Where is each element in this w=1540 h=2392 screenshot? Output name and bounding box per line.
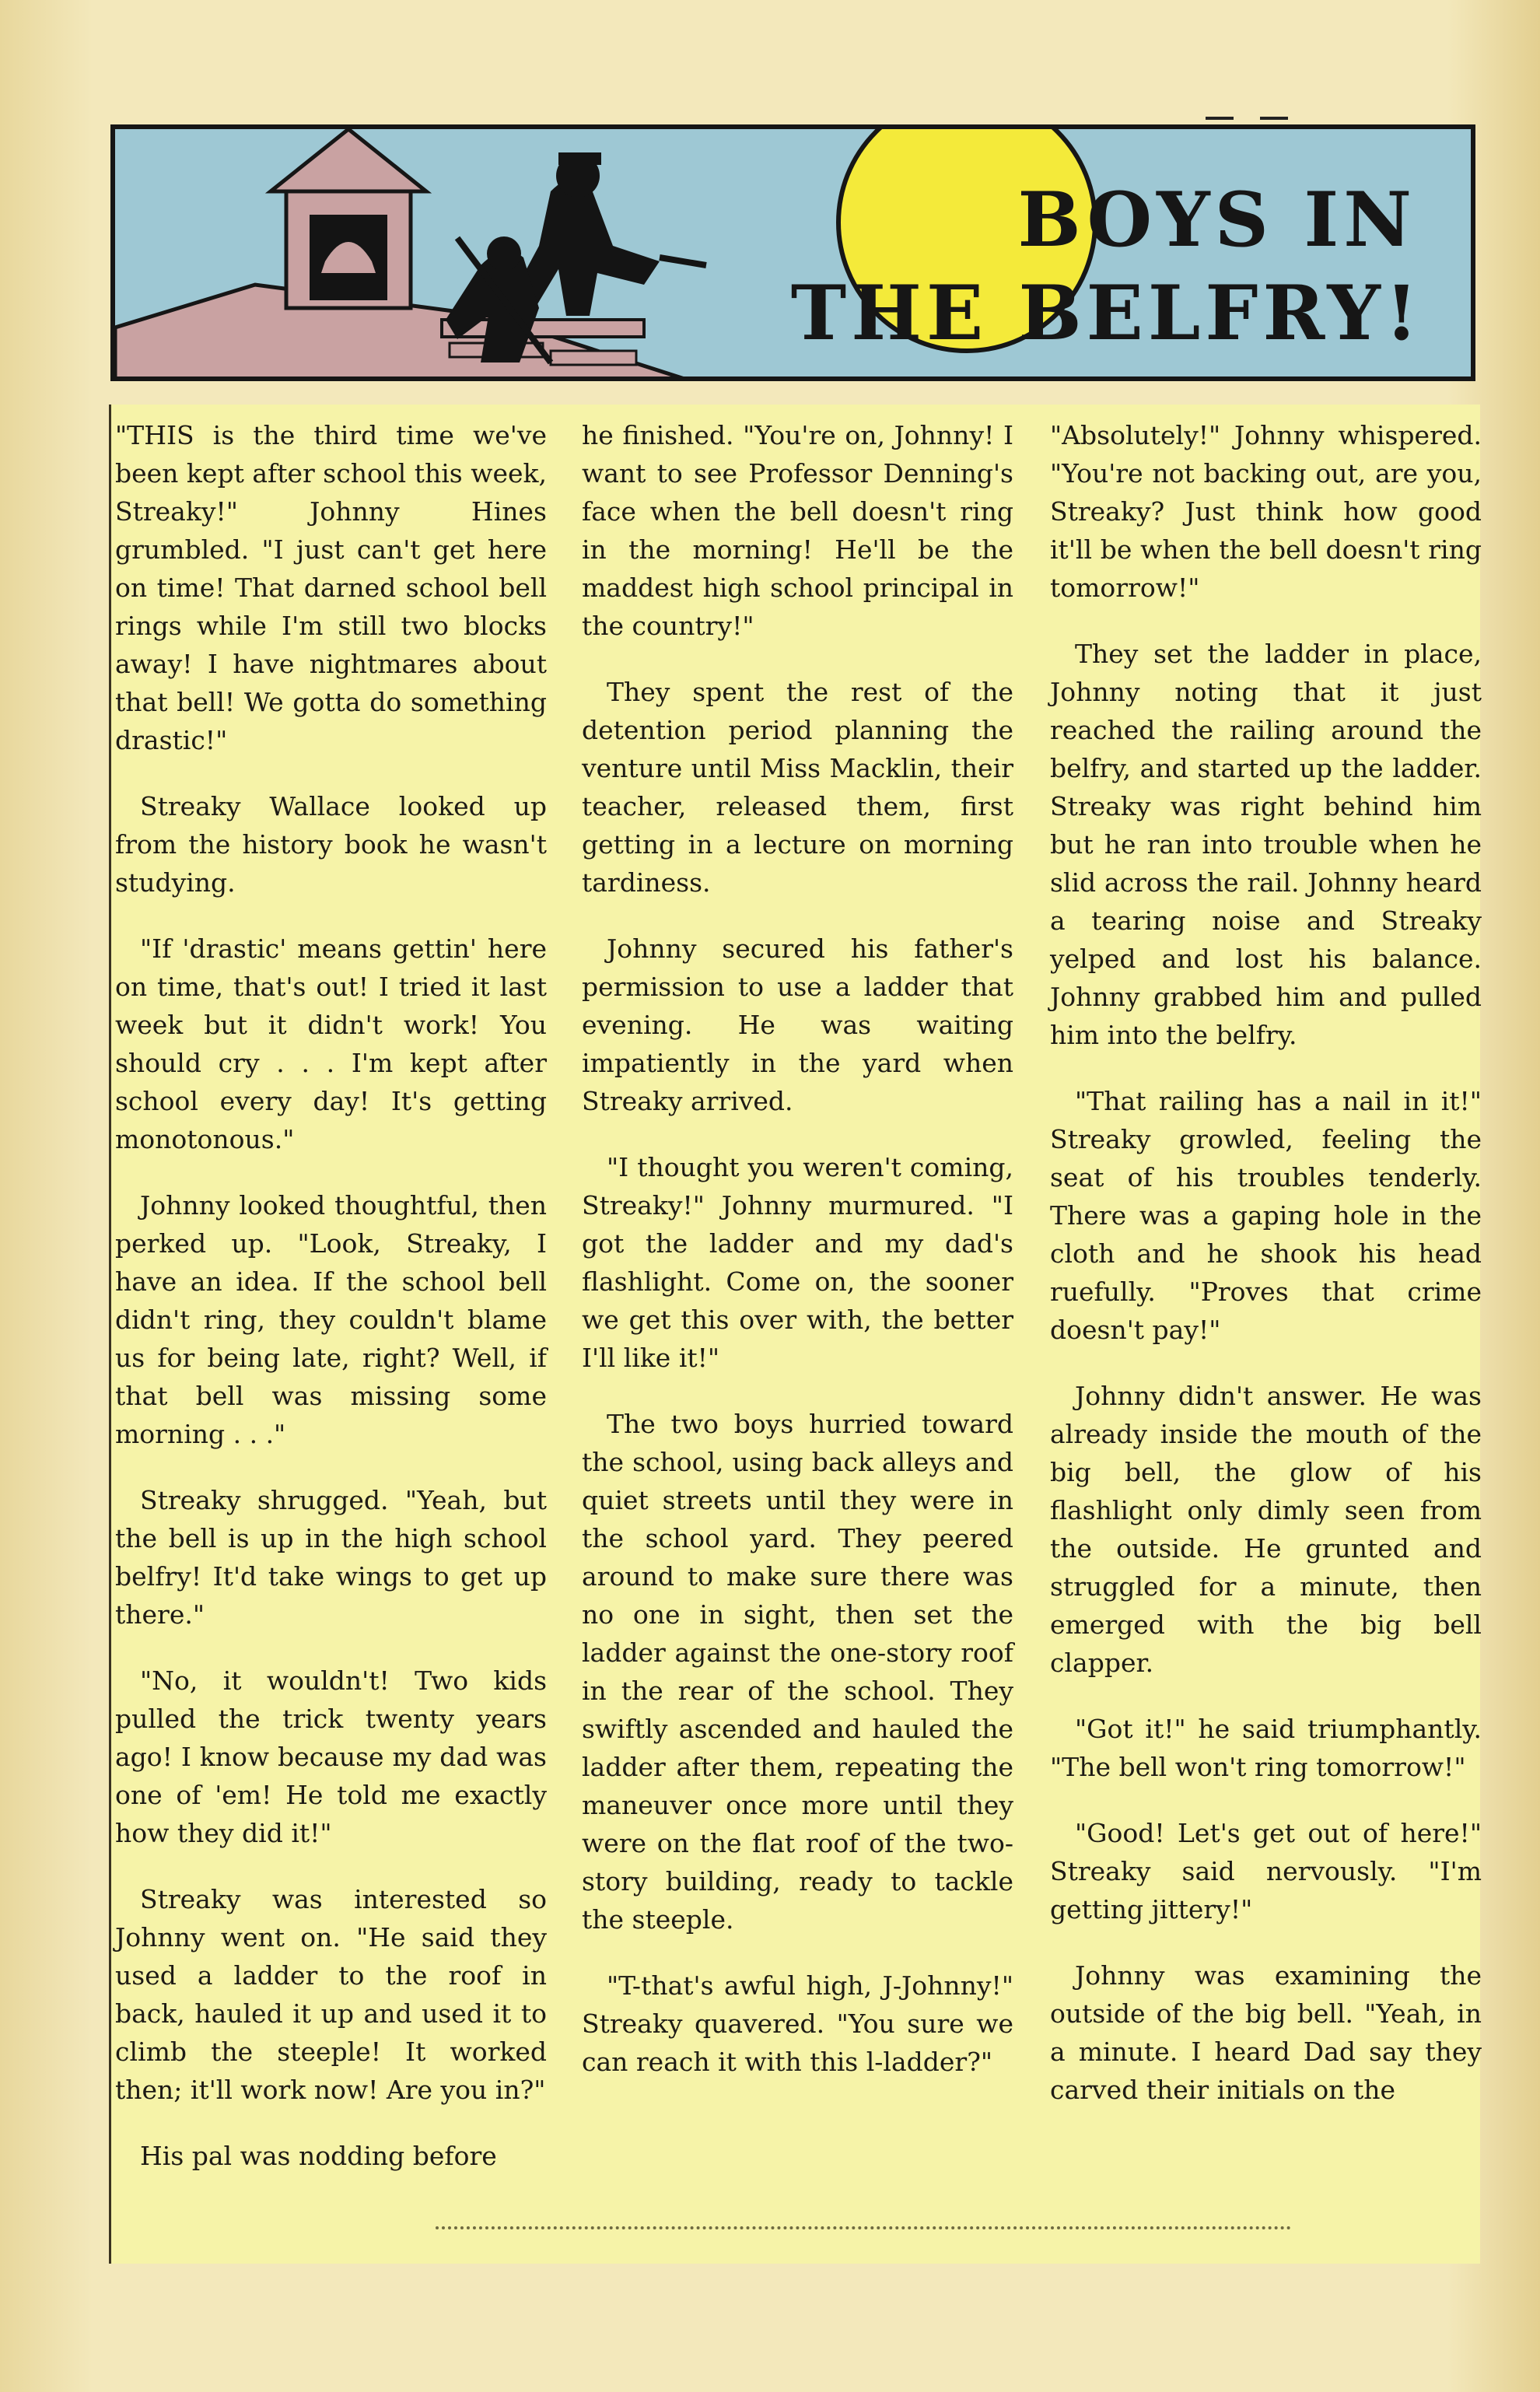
top-tick-marks xyxy=(1206,117,1299,120)
paragraph: "I thought you weren't coming, Streaky!" Johnny murmured. "I got the ladder and my dad's flashlight. Come on, the sooner we get this over with, the better I'll like it!" xyxy=(582,1152,1013,1373)
paragraph: His pal was nodding before xyxy=(140,2141,497,2171)
story-title-line-1: BOYS IN xyxy=(1017,176,1416,264)
paragraph: They spent the rest of the detention period planning the venture until Miss Macklin, their teacher, released them, first getting in a lecture on morning tardiness. xyxy=(582,677,1013,898)
paragraph: "T-that's awful high, J-Johnny!" Streaky quavered. "You sure we can reach it with this l-ladder?" xyxy=(582,1970,1013,2077)
brick-shape xyxy=(551,351,636,365)
paragraph: he finished. "You're on, Johnny! I want to see Professor Denning's face when the bell doesn't ring in the morning! He'll be the maddest high school principal in the country!" xyxy=(582,420,1013,641)
paragraph: "THIS is the third time we've been kept after school this week, Streaky!" Johnny Hines grumbled. "I just can't get here on time! That darned school bell rings while I'm still two blocks away! I have nightmares about that bell! We gotta do something drastic!" xyxy=(115,420,548,755)
paragraph: Johnny secured his father's permission to use a ladder that evening. He was waiting impatiently in the yard when Streaky arrived. xyxy=(582,933,1013,1116)
paragraph: "Good! Let's get out of here!" Streaky said nervously. "I'm getting jittery!" xyxy=(1050,1818,1482,1924)
paragraph: Streaky Wallace looked up from the history book he wasn't studying. xyxy=(115,791,547,898)
paragraph: "Got it!" he said triumphantly. "The bell won't ring tomorrow!" xyxy=(1050,1714,1482,1782)
paragraph: "That railing has a nail in it!" Streaky growled, feeling the seat of his troubles tenderly. There was a gaping hole in the cloth and he shook his head ruefully. "Proves that crime doesn't pay!" xyxy=(1050,1086,1482,1345)
belfry-peak-shape xyxy=(271,129,426,191)
paragraph: The two boys hurried toward the school, using back alleys and quiet streets until they were in the school yard. They peered around to make sure there was no one in sight, then set the ladder against the one-story roof in the rear of the school. They swiftly ascended and hauled the ladder after them, repeating the maneuver once more until they were on the flat roof of the two-story building, ready to tackle the steeple. xyxy=(582,1409,1013,1935)
paragraph: They set the ladder in place, Johnny noting that it just reached the railing around the belfry, and started up the ladder. Streaky was right behind him but he ran into trouble when he slid across the rail. Johnny heard a tearing noise and Streaky yelped and lost his balance. Johnny grabbed him and pulled him into the belfry. xyxy=(1050,639,1482,1050)
paragraph: Johnny was examining the outside of the big bell. "Yeah, in a minute. I heard Dad say they carved their initials on the xyxy=(1050,1960,1482,2105)
story-column-2 xyxy=(582,416,1013,2109)
story-column-1 xyxy=(115,416,547,2203)
paragraph: "Absolutely!" Johnny whispered. "You're not backing out, are you, Streaky? Just think how good it'll be when the bell doesn't ring tomorrow!" xyxy=(1050,420,1482,603)
bottom-dotted-rule xyxy=(436,2226,1291,2229)
paragraph: "If 'drastic' means gettin' here on time, that's out! I tried it last week but it didn't work! You should cry . . . I'm kept after school every day! It's getting monotonous." xyxy=(115,933,547,1154)
story-title-line-2: THE BELFRY! xyxy=(790,269,1423,357)
paragraph: "No, it wouldn't! Two kids pulled the trick twenty years ago! I know because my dad was one of 'em! He told me exactly how they did it!" xyxy=(115,1665,547,1848)
paragraph: Streaky shrugged. "Yeah, but the bell is up in the high school belfry! It'd take wings to get up there." xyxy=(115,1485,547,1630)
story-column-3 xyxy=(1050,416,1482,2137)
story-title-banner xyxy=(110,124,1475,381)
paragraph: Johnny didn't answer. He was already inside the mouth of the big bell, the glow of his flashlight only dimly seen from the outside. He grunted and struggled for a minute, then emerged with the big bell clapper. xyxy=(1050,1381,1482,1678)
paragraph: Streaky was interested so Johnny went on. "He said they used a ladder to the roof in back, hauled it up and used it to climb the steeple! It worked then; it'll work now! Are you in?" xyxy=(115,1884,547,2105)
paragraph: Johnny looked thoughtful, then perked up. "Look, Streaky, I have an idea. If the school bell didn't ring, they couldn't blame us for being late, right? Well, if that bell was missing some morning . . ." xyxy=(115,1190,547,1449)
